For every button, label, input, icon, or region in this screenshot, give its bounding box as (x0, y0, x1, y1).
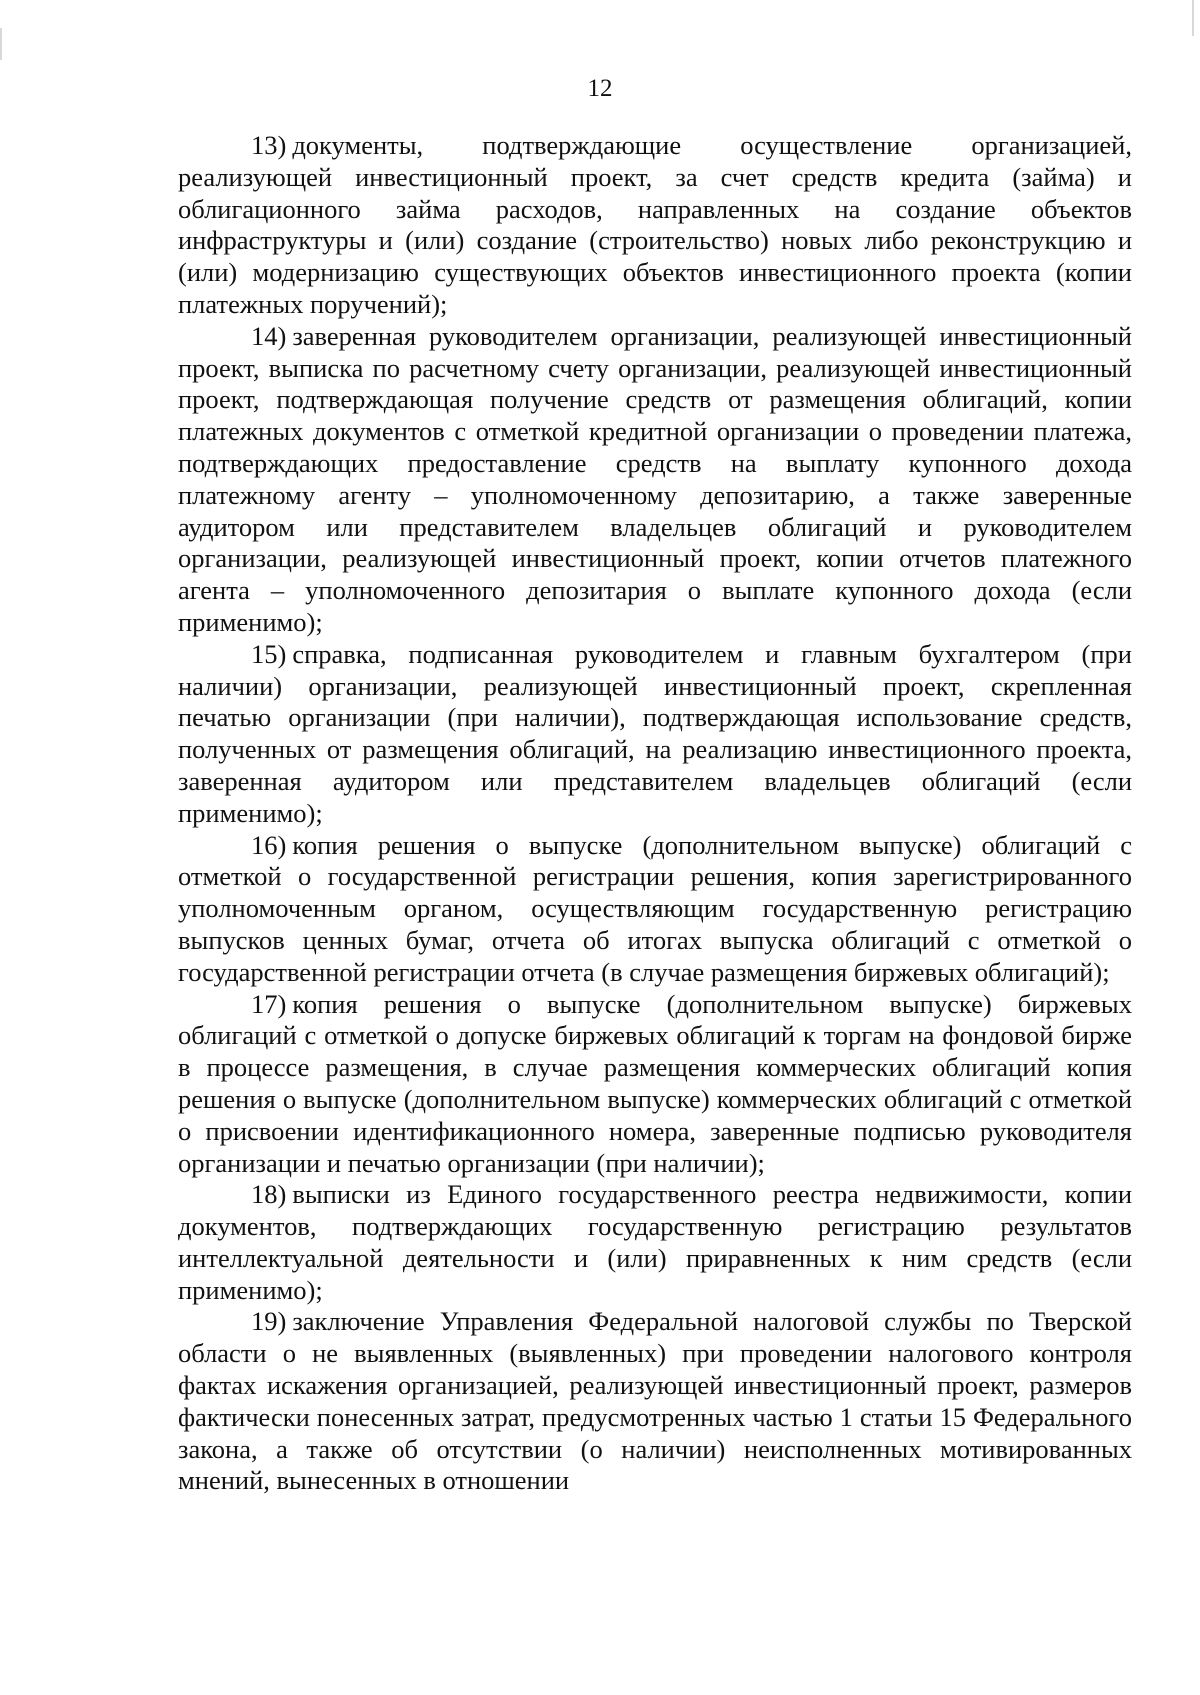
document-body (178, 130, 1132, 1497)
item-text: справка, подписанная руководителем и главным бухгалтером (при наличии) организации, реализующей инвестиционный проект, скрепленная печатью организации (при наличии), подтверждающая использование средств, полученных от размещения облигаций, на реализацию инвестиционного проекта, заверенная аудитором или представителем владельцев облигаций (если применимо); (178, 638, 1132, 828)
list-item-16 (178, 830, 1132, 989)
item-text: документы, подтверждающие осуществление организацией, реализующей инвестиционный проект, за счет средств кредита (займа) и облигационного займа расходов, направленных на создание объектов инфраструктуры и (или) создание (строительство) новых либо реконструкцию и (или) модернизацию существующих объектов инвестиционного проекта (копии платежных поручений); (178, 130, 1132, 319)
item-text: заключение Управления Федеральной налоговой службы по Тверской области о не выявленных (выявленных) при проведении налогового контроля фактах искажения организацией, реализующей инвестиционный проект, размеров фактически понесенных затрат, предусмотренных частью 1 статьи 15 Федерального закона, а также об отсутствии (о наличии) неисполненных мотивированных мнений, вынесенных в отношении (178, 1306, 1132, 1496)
item-text: копия решения о выпуске (дополнительном выпуске) биржевых облигаций с отметкой о допуске биржевых облигаций к торгам на фондовой бирже в процессе размещения, в случае размещения коммерческих облигаций копия решения о выпуске (дополнительном выпуске) коммерческих облигаций с отметкой о присвоении идентификационного номера, заверенные подписью руководителя организации и печатью организации (при наличии); (178, 988, 1132, 1178)
scan-edge-mark (1192, 0, 1194, 36)
scan-edge-mark (0, 28, 2, 60)
list-item-17 (178, 989, 1132, 1180)
item-number: 18) (251, 1179, 287, 1210)
item-number: 17) (251, 988, 287, 1019)
list-item-13 (178, 130, 1132, 321)
item-text: копия решения о выпуске (дополнительном выпуске) облигаций с отметкой о государственной регистрации решения, копия зарегистрированного уполномоченным органом, осуществляющим государственную регистрацию выпусков ценных бумаг, отчета об итогах выпуска облигаций с отметкой о государственной регистрации отчета (в случае размещения биржевых облигаций); (178, 829, 1132, 987)
item-number: 16) (251, 829, 287, 860)
item-text: заверенная руководителем организации, реализующей инвестиционный проект, выписка по расчетному счету организации, реализующей инвестиционный проект, подтверждающая получение средств от размещения облигаций, копии платежных документов с отметкой кредитной организации о проведении платежа, подтверждающих предоставление средств на выплату купонного дохода платежному агенту – уполномоченному депозитарию, а также заверенные аудитором или представителем владельцев облигаций и руководителем организации, реализующей инвестиционный проект, копии отчетов платежного агента – уполномоченного депозитария о выплате купонного дохода (если применимо); (178, 320, 1132, 637)
item-text: выписки из Единого государственного реестра недвижимости, копии документов, подтверждающих государственную регистрацию результатов интеллектуальной деятельности и (или) приравненных к ним средств (если применимо); (178, 1179, 1132, 1305)
page-number: 12 (587, 75, 613, 102)
item-number: 15) (251, 638, 287, 669)
list-item-18 (178, 1179, 1132, 1306)
item-number: 19) (251, 1306, 287, 1337)
item-number: 14) (251, 320, 287, 351)
list-item-15 (178, 639, 1132, 830)
list-item-19 (178, 1306, 1132, 1497)
list-item-14 (178, 321, 1132, 639)
item-number: 13) (251, 130, 287, 160)
